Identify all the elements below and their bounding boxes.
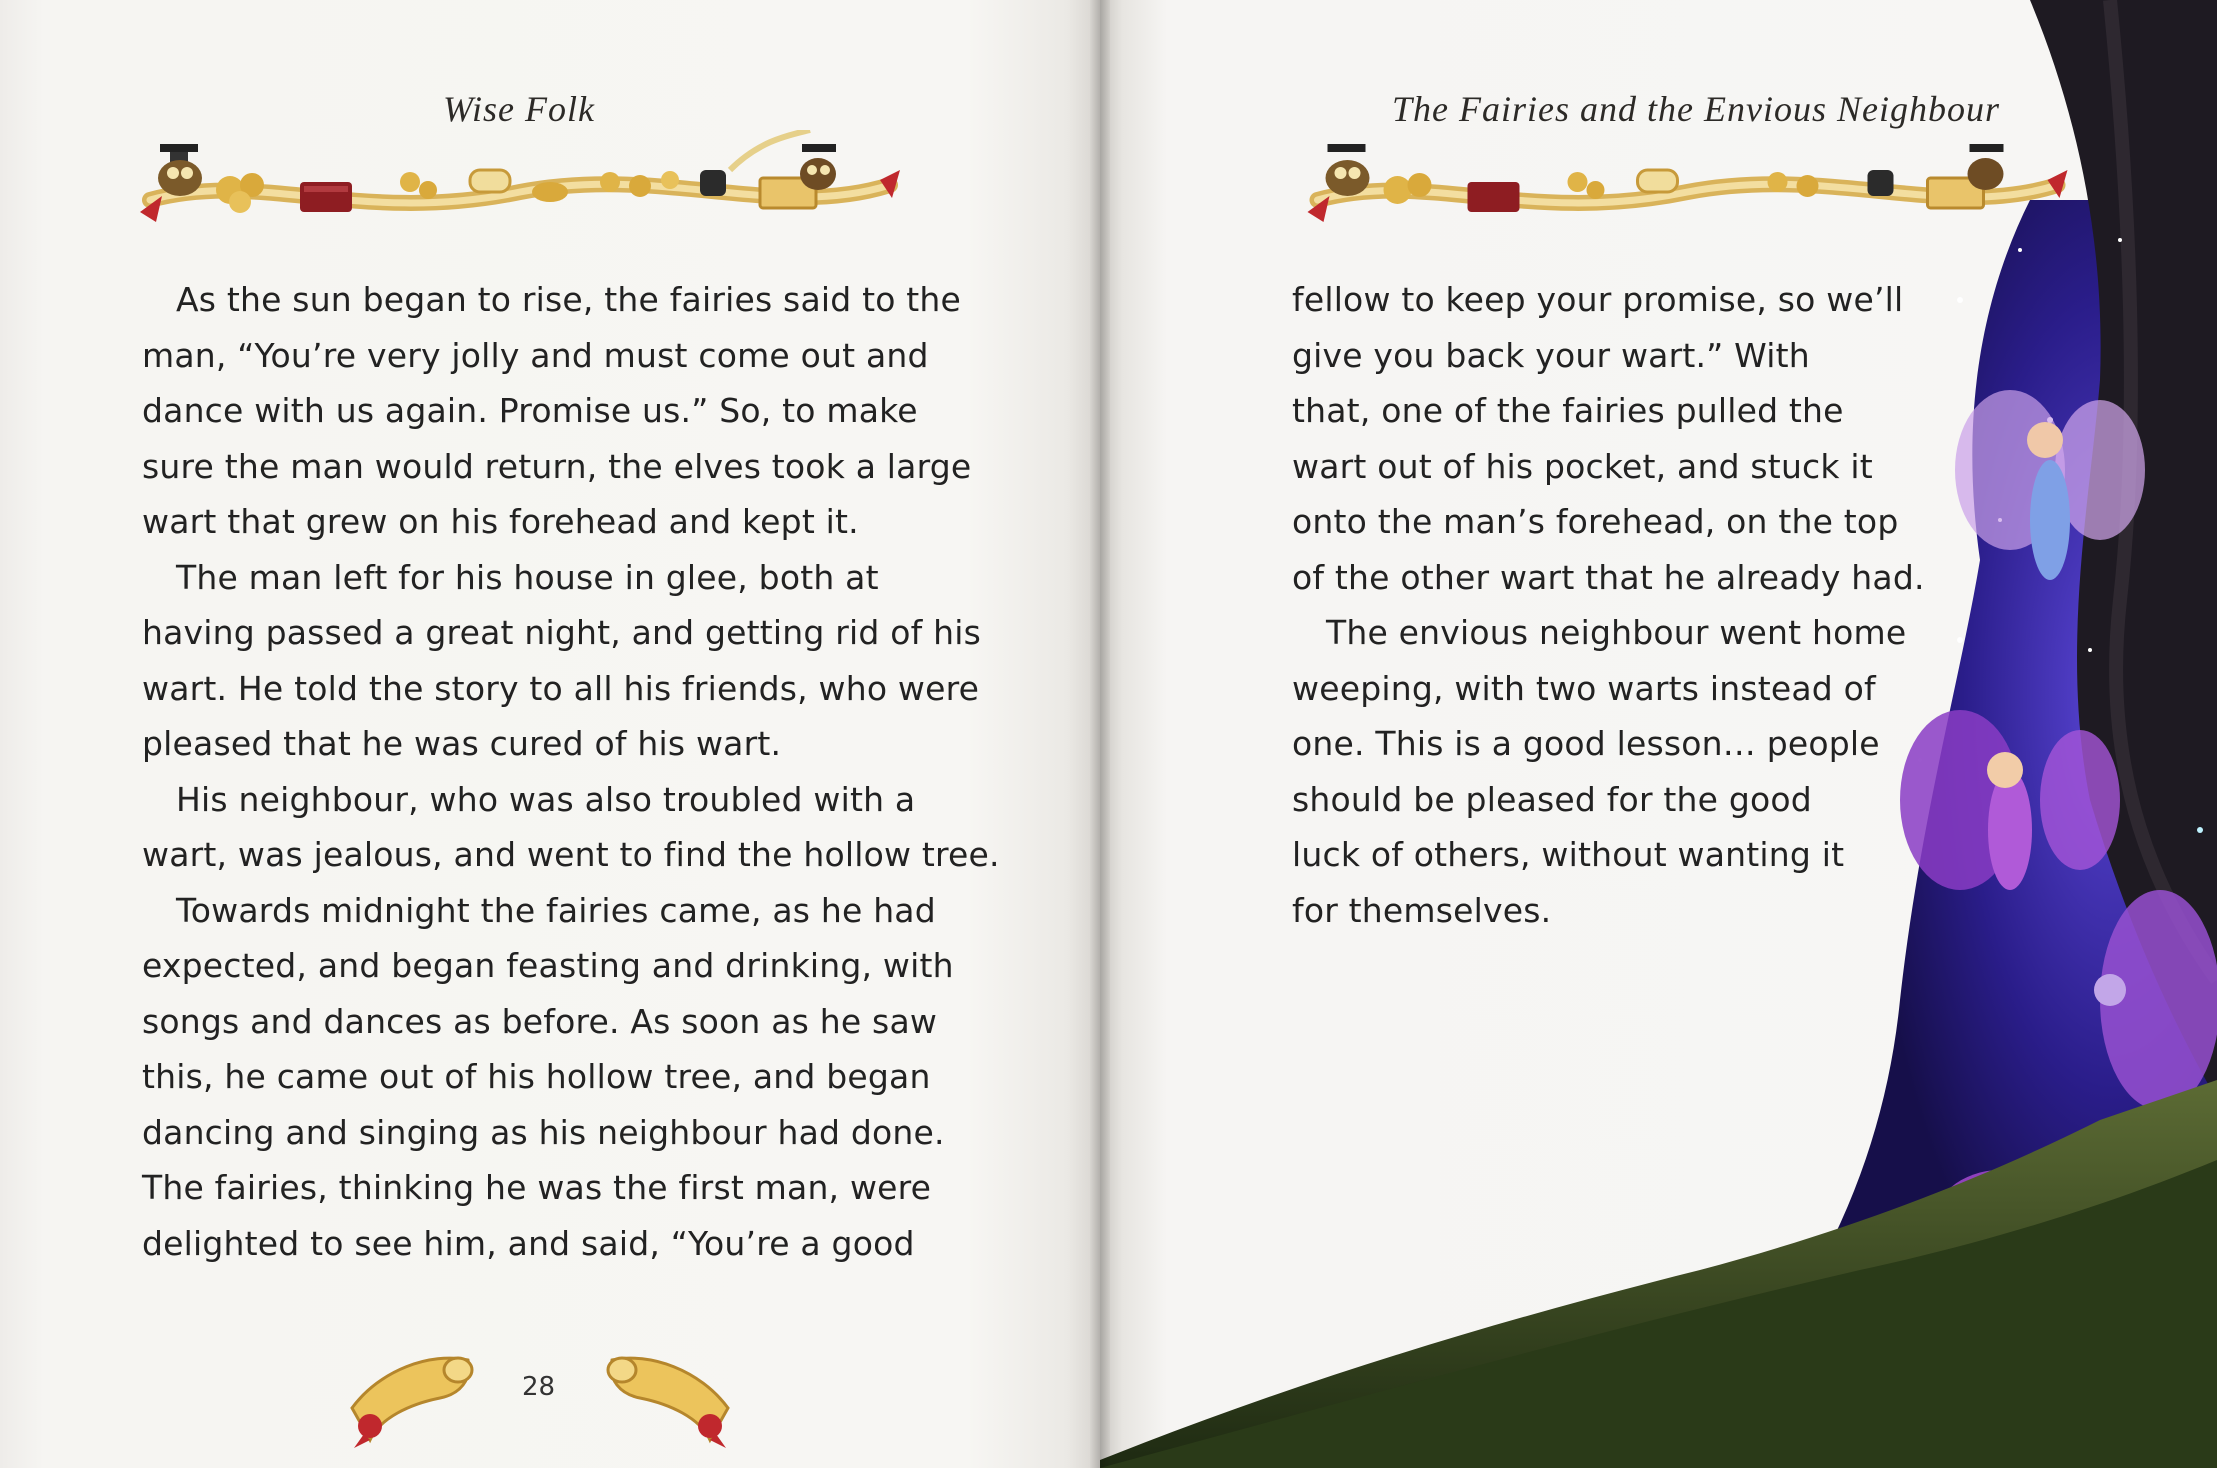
text-line: wart that grew on his forehead and kept it. bbox=[142, 502, 859, 541]
text-line: fellow to keep your promise, so we’ll bbox=[1292, 280, 1904, 319]
text-line: for themselves. bbox=[1292, 890, 1552, 930]
running-head-right: The Fairies and the Envious Neighbour bbox=[1392, 89, 2000, 129]
text-line: that, one of the fairies pulled the bbox=[1292, 391, 1844, 430]
running-head-left: Wise Folk bbox=[443, 89, 595, 129]
text-line: The fairies, thinking he was the first man, were bbox=[142, 1168, 932, 1207]
book-gutter bbox=[1090, 0, 1110, 1468]
text-line: wart, was jealous, and went to find the hollow tree. bbox=[142, 835, 1000, 874]
text-line: onto the man’s forehead, on the top bbox=[1292, 502, 1899, 541]
scroll-right-icon bbox=[600, 1330, 740, 1450]
text-line: dancing and singing as his neighbour had done. bbox=[142, 1112, 945, 1152]
text-line: wart. He told the story to all his friends, who were bbox=[142, 668, 980, 708]
text-line: expected, and began feasting and drinking, with bbox=[142, 946, 954, 985]
text-line: having passed a great night, and getting rid of his bbox=[142, 613, 981, 652]
text-line: should be pleased for the good bbox=[1292, 779, 1812, 819]
text-line: weeping, with two warts instead of bbox=[1292, 668, 1876, 708]
page-number: 28 bbox=[522, 1372, 556, 1402]
text-line: The envious neighbour went home bbox=[1326, 613, 1907, 652]
left-body-text bbox=[142, 272, 1000, 1271]
left-page bbox=[0, 0, 1100, 1468]
text-line: Towards midnight the fairies came, as he had bbox=[176, 890, 936, 930]
text-line: As the sun began to rise, the fairies said to the bbox=[176, 280, 962, 319]
decorative-border-icon bbox=[140, 130, 900, 230]
right-body-text bbox=[1292, 272, 1925, 938]
text-line: wart out of his pocket, and stuck it bbox=[1292, 446, 1873, 486]
text-line: man, “You’re very jolly and must come out and bbox=[142, 335, 929, 375]
text-line: The man left for his house in glee, both at bbox=[176, 557, 879, 597]
text-line: dance with us again. Promise us.” So, to make bbox=[142, 391, 918, 430]
scroll-left-icon bbox=[340, 1330, 480, 1450]
text-line: songs and dances as before. As soon as he saw bbox=[142, 1001, 938, 1041]
text-line: give you back your wart.” With bbox=[1292, 335, 1810, 375]
text-line: of the other wart that he already had. bbox=[1292, 557, 1925, 597]
decorative-border-icon bbox=[1295, 130, 2080, 230]
text-line: this, he came out of his hollow tree, and began bbox=[142, 1057, 931, 1096]
text-line: delighted to see him, and said, “You’re a good bbox=[142, 1223, 915, 1263]
text-line: luck of others, without wanting it bbox=[1292, 835, 1845, 874]
text-line: His neighbour, who was also troubled with a bbox=[176, 779, 916, 819]
right-page bbox=[1100, 0, 2217, 1468]
text-line: sure the man would return, the elves took a large bbox=[142, 446, 972, 486]
text-line: pleased that he was cured of his wart. bbox=[142, 724, 782, 763]
text-line: one. This is a good lesson… people bbox=[1292, 724, 1880, 763]
